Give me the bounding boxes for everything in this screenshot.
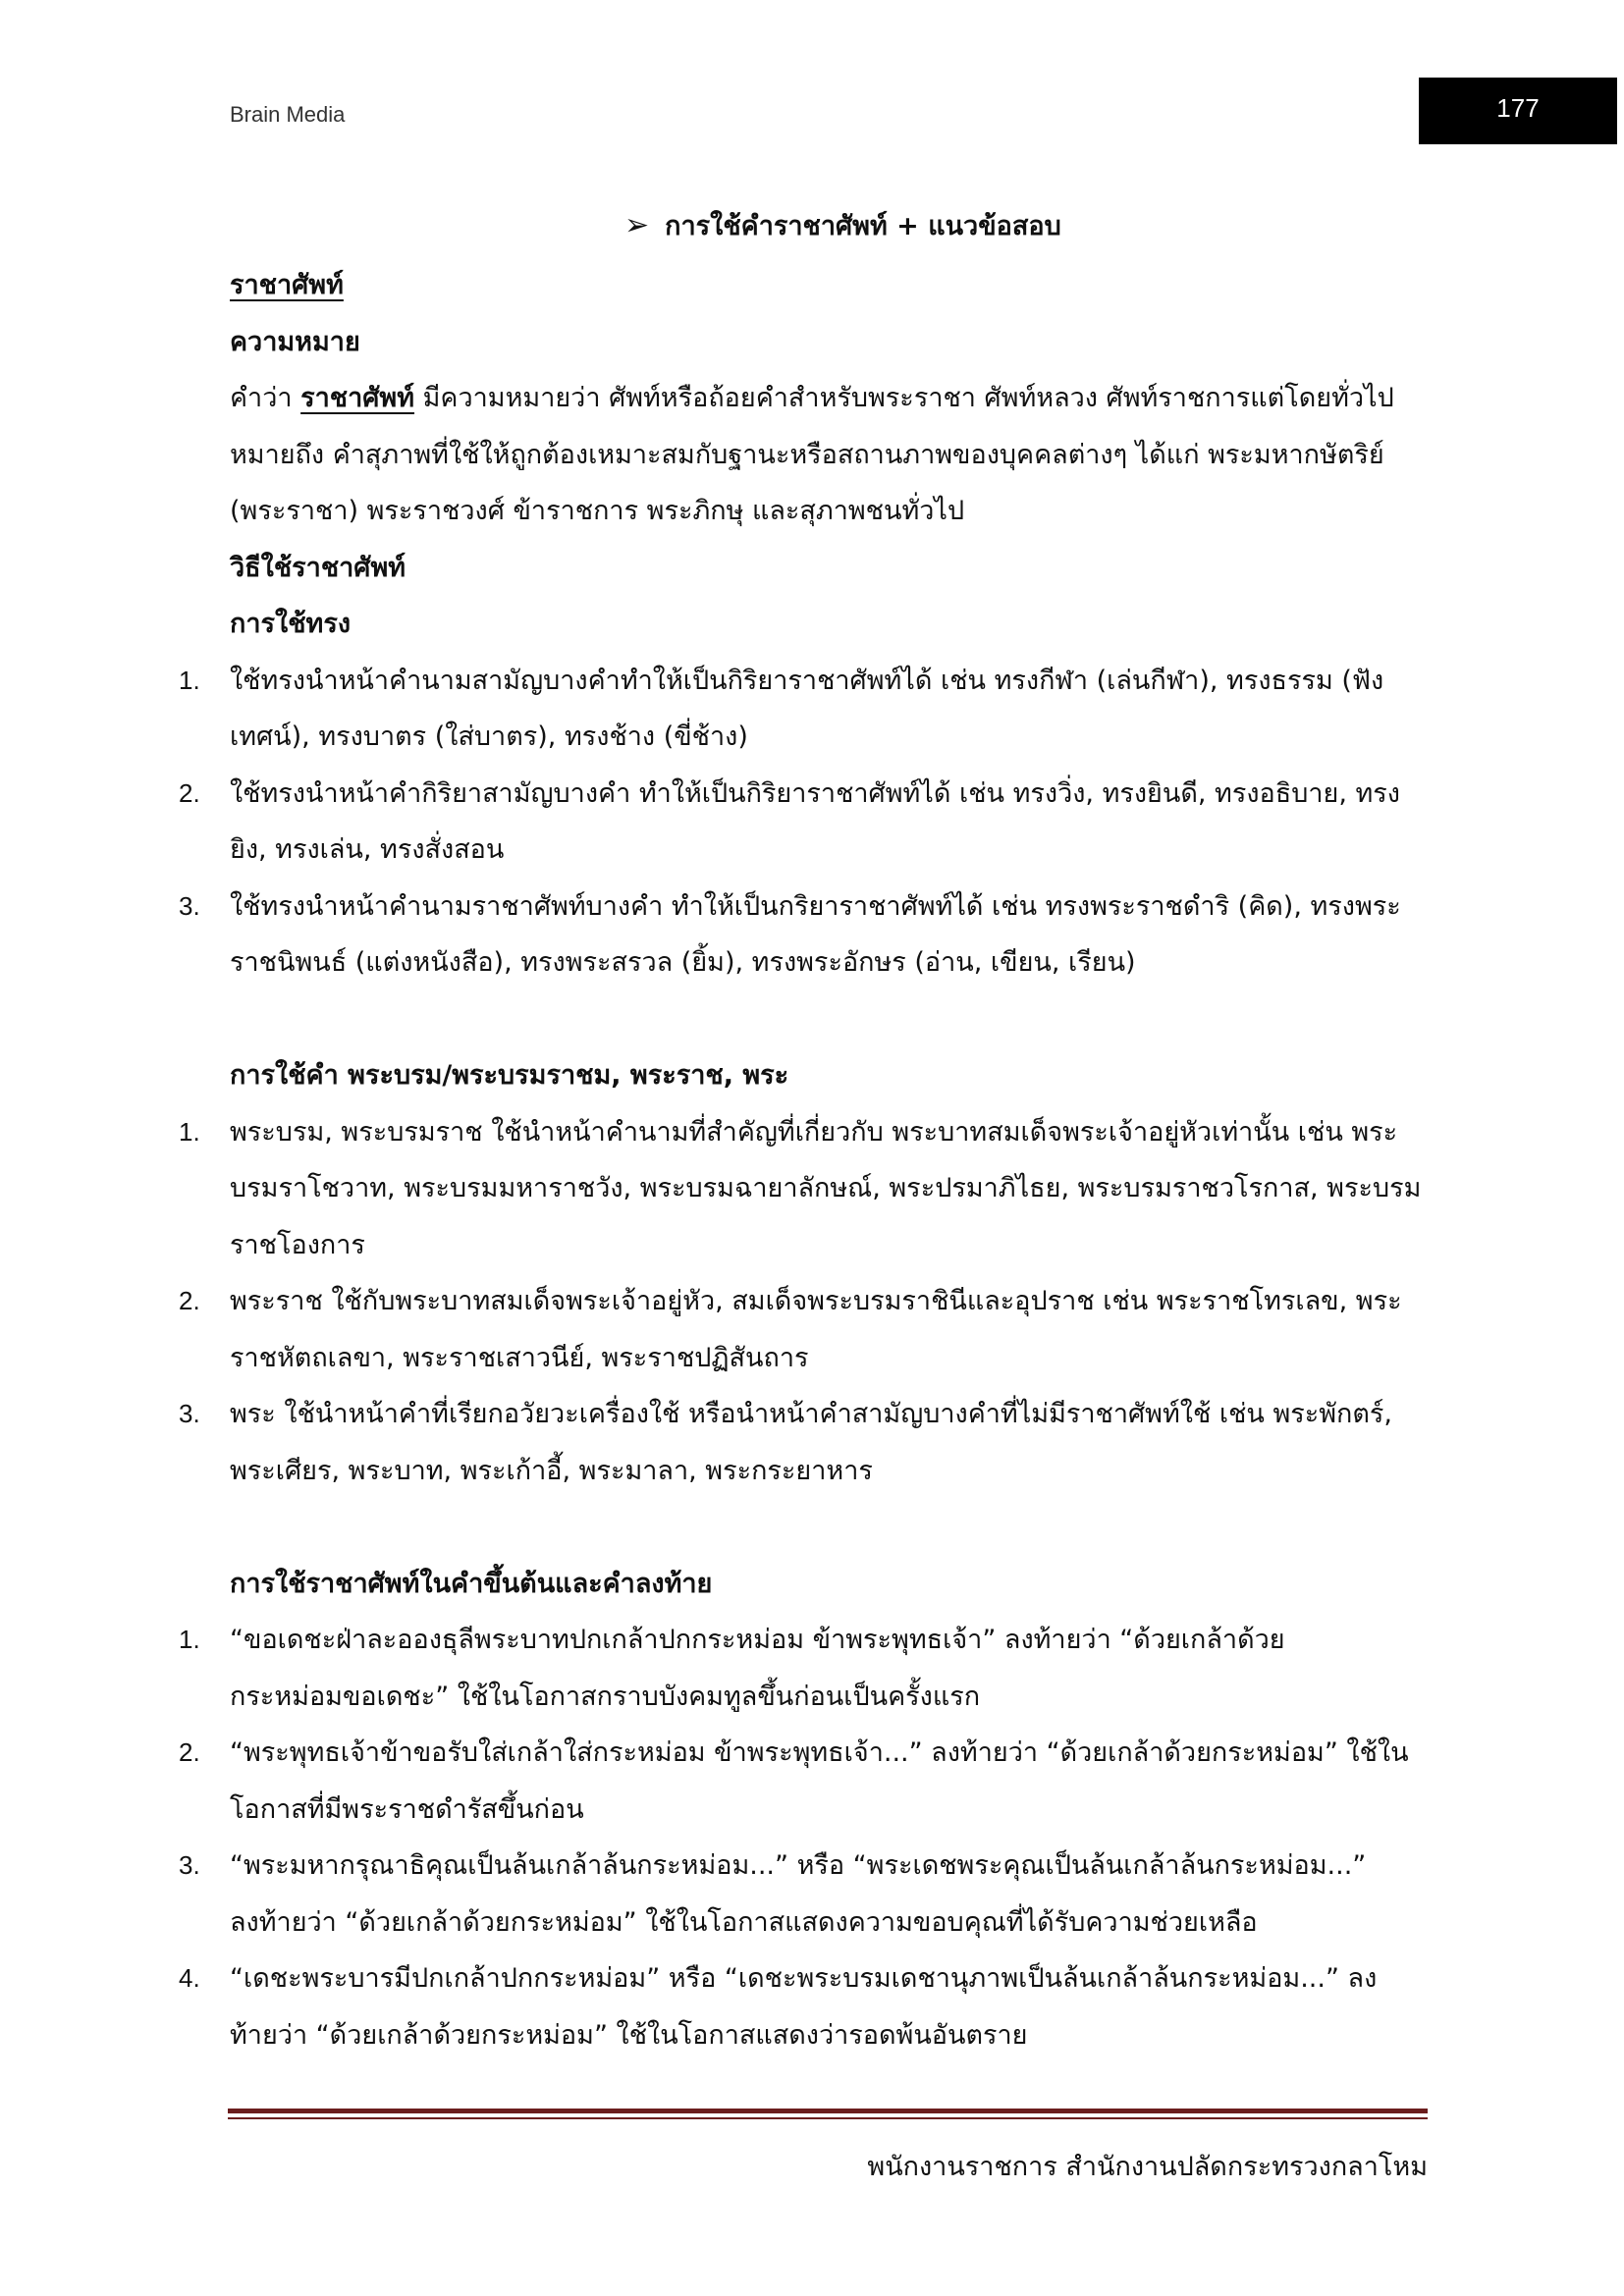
section-heading-phra: การใช้คำ พระบรม/พระบรมราชม, พระราช, พระ [230,1060,789,1091]
list-number: 1. [179,1625,200,1654]
list-item-line: ยิง, ทรงเล่น, ทรงสั่งสอน [230,834,505,865]
list-item [179,653,1437,766]
arrow-bullet-icon: ➢ [624,208,650,242]
footer-rule-thick [228,2109,1428,2113]
list-item-line: ท้ายว่า “ด้วยเกล้าด้วยกระหม่อม” ใช้ในโอกาสแสดงว่ารอดพ้นอันตราย [230,2019,1028,2051]
list-item-line: พระ ใช้นำหน้าคำที่เรียกอวัยวะเครื่องใช้ หรือนำหน้าคำสามัญบางคำที่ไม่มีราชาศัพท์ใช้ เช่น พระพักตร์, [230,1399,1393,1429]
page-title [624,204,1061,246]
list-item [179,1950,1437,2063]
opening-closing-list [179,1612,1437,2063]
list-number: 3. [179,890,200,921]
meaning-prefix: คำว่า [230,383,301,413]
list-item [179,1104,1437,1274]
list-number: 3. [179,1850,200,1880]
list-item-line: ราชนิพนธ์ (แต่งหนังสือ), ทรงพระสรวล (ยิ้ม), ทรงพระอักษร (อ่าน, เขียน, เรียน) [230,947,1136,978]
list-item-line: บรมราโชวาท, พระบรมมหาราชวัง, พระบรมฉายาลักษณ์, พระปรมาภิไธย, พระบรมราชวโรกาส, พระบรม [230,1173,1422,1203]
document-body [179,257,1437,2063]
list-item-line: พระบรม, พระบรมราช ใช้นำหน้าคำนามที่สำคัญที่เกี่ยวกับ พระบาทสมเด็จพระเจ้าอยู่หัวเท่านั้น เช่น พระ [230,1116,1398,1148]
list-item-line: พระเศียร, พระบาท, พระเก้าอี้, พระมาลา, พระกระยาหาร [230,1455,873,1486]
subheading-meaning: ความหมาย [230,326,360,357]
meaning-line-2: หมายถึง คำสุภาพที่ใช้ให้ถูกต้องเหมาะสมกับฐานะหรือสถานภาพของบุคคลต่างๆ ได้แก่ พระมหากษัตริย์ [230,439,1384,470]
list-item [179,766,1437,879]
meaning-term: ราชาศัพท์ [300,383,415,413]
list-number: 1. [179,1116,200,1147]
list-item [179,1386,1437,1499]
list-number: 2. [179,777,200,808]
phra-list [179,1104,1437,1500]
list-item [179,1725,1437,1838]
list-item-line: “พระมหากรุณาธิคุณเป็นล้นเกล้าล้นกระหม่อม...” หรือ “พระเดชพระคุณเป็นล้นเกล้าล้นกระหม่อม...” [230,1850,1367,1881]
list-item [179,879,1437,991]
list-item-line: กระหม่อมขอเดชะ” ใช้ในโอกาสกราบบังคมทูลขึ้นก่อนเป็นครั้งแรก [230,1681,981,1712]
list-number: 2. [179,1286,200,1315]
list-item [179,1273,1437,1386]
spacer [230,1499,1437,1556]
list-number: 4. [179,1963,200,1993]
page-title-text: การใช้คำราชาศัพท์ + แนวข้อสอบ [665,211,1061,241]
list-item-line: ลงท้ายว่า “ด้วยเกล้าด้วยกระหม่อม” ใช้ในโอกาสแสดงความขอบคุณที่ได้รับความช่วยเหลือ [230,1906,1258,1938]
list-item-line: ราชหัตถเลขา, พระราชเสาวนีย์, พระราชปฏิสันถาร [230,1342,809,1373]
list-number: 3. [179,1399,200,1428]
subheading-song: การใช้ทรง [230,609,352,639]
list-item-line: พระราช ใช้กับพระบาทสมเด็จพระเจ้าอยู่หัว, สมเด็จพระบรมราชินีและอุปราช เช่น พระราชโทรเลข, พระ [230,1286,1402,1316]
section-heading-rachasap: ราชาศัพท์ [230,270,344,300]
page-number-badge: 177 [1419,78,1617,144]
brand-name: Brain Media [230,102,346,127]
list-item-line: ใช้ทรงนำหน้าคำนามราชาศัพท์บางคำ ทำให้เป็นกริยาราชาศัพท์ได้ เช่น ทรงพระราชดำริ (คิด), ทรงพระ [230,890,1401,922]
list-item-line: ราชโองการ [230,1229,365,1260]
list-item-line: “เดชะพระบารมีปกเกล้าปกกระหม่อม” หรือ “เดชะพระบรมเดชานุภาพเป็นล้นเกล้าล้นกระหม่อม...” ลง [230,1963,1378,1994]
song-list [179,653,1437,991]
meaning-line-3: (พระราชา) พระราชวงศ์ ข้าราชการ พระภิกษุ และสุภาพชนทั่วไป [230,496,965,526]
footer-organization: พนักงานราชการ สำนักงานปลัดกระทรวงกลาโหม [867,2152,1428,2182]
list-item-line: ใช้ทรงนำหน้าคำนามสามัญบางคำทำให้เป็นกิริยาราชาศัพท์ได้ เช่น ทรงกีฬา (เล่นกีฬา), ทรงธรรม (ฟัง [230,665,1384,696]
list-item-line: ใช้ทรงนำหน้าคำกิริยาสามัญบางคำ ทำให้เป็นกิริยาราชาศัพท์ได้ เช่น ทรงวิ่ง, ทรงยินดี, ทรงอธิบาย, ทรง [230,777,1400,809]
meaning-line-1 [230,370,1437,427]
list-item-line: เทศน์), ทรงบาตร (ใส่บาตร), ทรงช้าง (ขี่ช้าง) [230,721,748,752]
subheading-usage: วิธีใช้ราชาศัพท์ [230,552,406,583]
list-item [179,1838,1437,1950]
list-item-line: “พระพุทธเจ้าข้าขอรับใส่เกล้าใส่กระหม่อม ข้าพระพุทธเจ้า...” ลงท้ายว่า “ด้วยเกล้าด้วยกระหม่อม” ใช้ใน [230,1737,1409,1768]
list-item-line: โอกาสที่มีพระราชดำรัสขึ้นก่อน [230,1793,584,1825]
meaning-suffix: มีความหมายว่า ศัพท์หรือถ้อยคำสำหรับพระราชา ศัพท์หลวง ศัพท์ราชการแต่โดยทั่วไป [414,383,1394,413]
section-heading-opening-closing: การใช้ราชาศัพท์ในคำขึ้นต้นและคำลงท้าย [230,1568,713,1599]
list-number: 1. [179,665,200,695]
list-number: 2. [179,1737,200,1767]
list-item [179,1612,1437,1725]
spacer [230,991,1437,1048]
footer-rule-thin [228,2117,1428,2119]
list-item-line: “ขอเดชะฝ่าละอองธุลีพระบาทปกเกล้าปกกระหม่อม ข้าพระพุทธเจ้า” ลงท้ายว่า “ด้วยเกล้าด้วย [230,1625,1285,1655]
